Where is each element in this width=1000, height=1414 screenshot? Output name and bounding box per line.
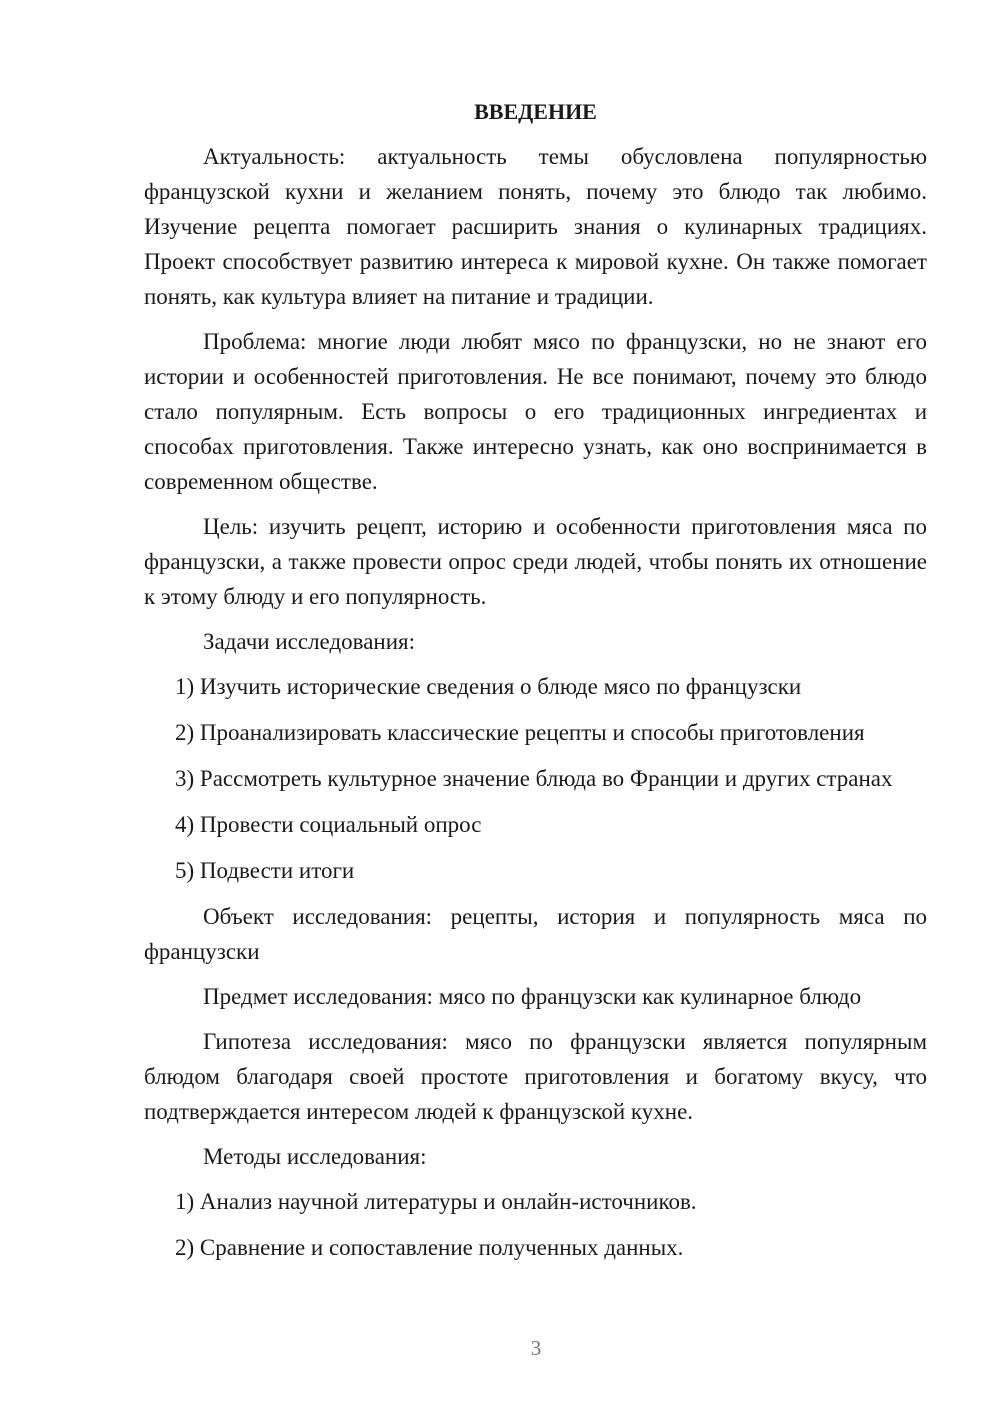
tasks-heading: Задачи исследования: (203, 629, 416, 654)
document-body (144, 95, 927, 1276)
object-paragraph: Объект исследования: рецепты, история и популярность мяса по французски (144, 904, 927, 964)
method-item-2: 2) Сравнение и сопоставление полученных данных. (175, 1235, 684, 1260)
task-item-3: 3) Рассмотреть культурное значение блюда во Франции и других странах (175, 766, 893, 791)
methods-heading: Методы исследования: (203, 1144, 427, 1169)
problem-paragraph: Проблема: многие люди любят мясо по французски, но не знают его истории и особенностей приготовления. Не все понимают, почему это блюдо стало популярным. Есть вопросы о его традиционных ингредиентах и способах приготовления. Также интересно узнать, как оно воспринимается в современном обществе. (144, 329, 927, 494)
task-item-4: 4) Провести социальный опрос (175, 812, 482, 837)
method-item-1: 1) Анализ научной литературы и онлайн-источников. (175, 1189, 697, 1214)
task-item-1: 1) Изучить исторические сведения о блюде мясо по французски (175, 674, 802, 699)
goal-paragraph: Цель: изучить рецепт, историю и особенности приготовления мяса по французски, а также провести опрос среди людей, чтобы понять их отношение к этому блюду и его популярность. (144, 514, 927, 609)
page-number: 3 (530, 1336, 542, 1360)
relevance-paragraph: Актуальность: актуальность темы обусловлена популярностью французской кухни и желанием понять, почему это блюдо так любимо. Изучение рецепта помогает расширить знания о кулинарных традициях. Проект способствует развитию интереса к мировой кухне. Он также помогает понять, как культура влияет на питание и традиции. (144, 144, 927, 309)
task-item-5: 5) Подвести итоги (175, 858, 355, 883)
task-item-2: 2) Проанализировать классические рецепты и способы приготовления (175, 720, 865, 745)
section-title: ВВЕДЕНИЕ (474, 99, 597, 124)
hypothesis-paragraph: Гипотеза исследования: мясо по французски является популярным блюдом благодаря своей простоте приготовления и богатому вкусу, что подтверждается интересом людей к французской кухне. (144, 1029, 927, 1124)
subject-paragraph: Предмет исследования: мясо по французски как кулинарное блюдо (203, 984, 862, 1009)
